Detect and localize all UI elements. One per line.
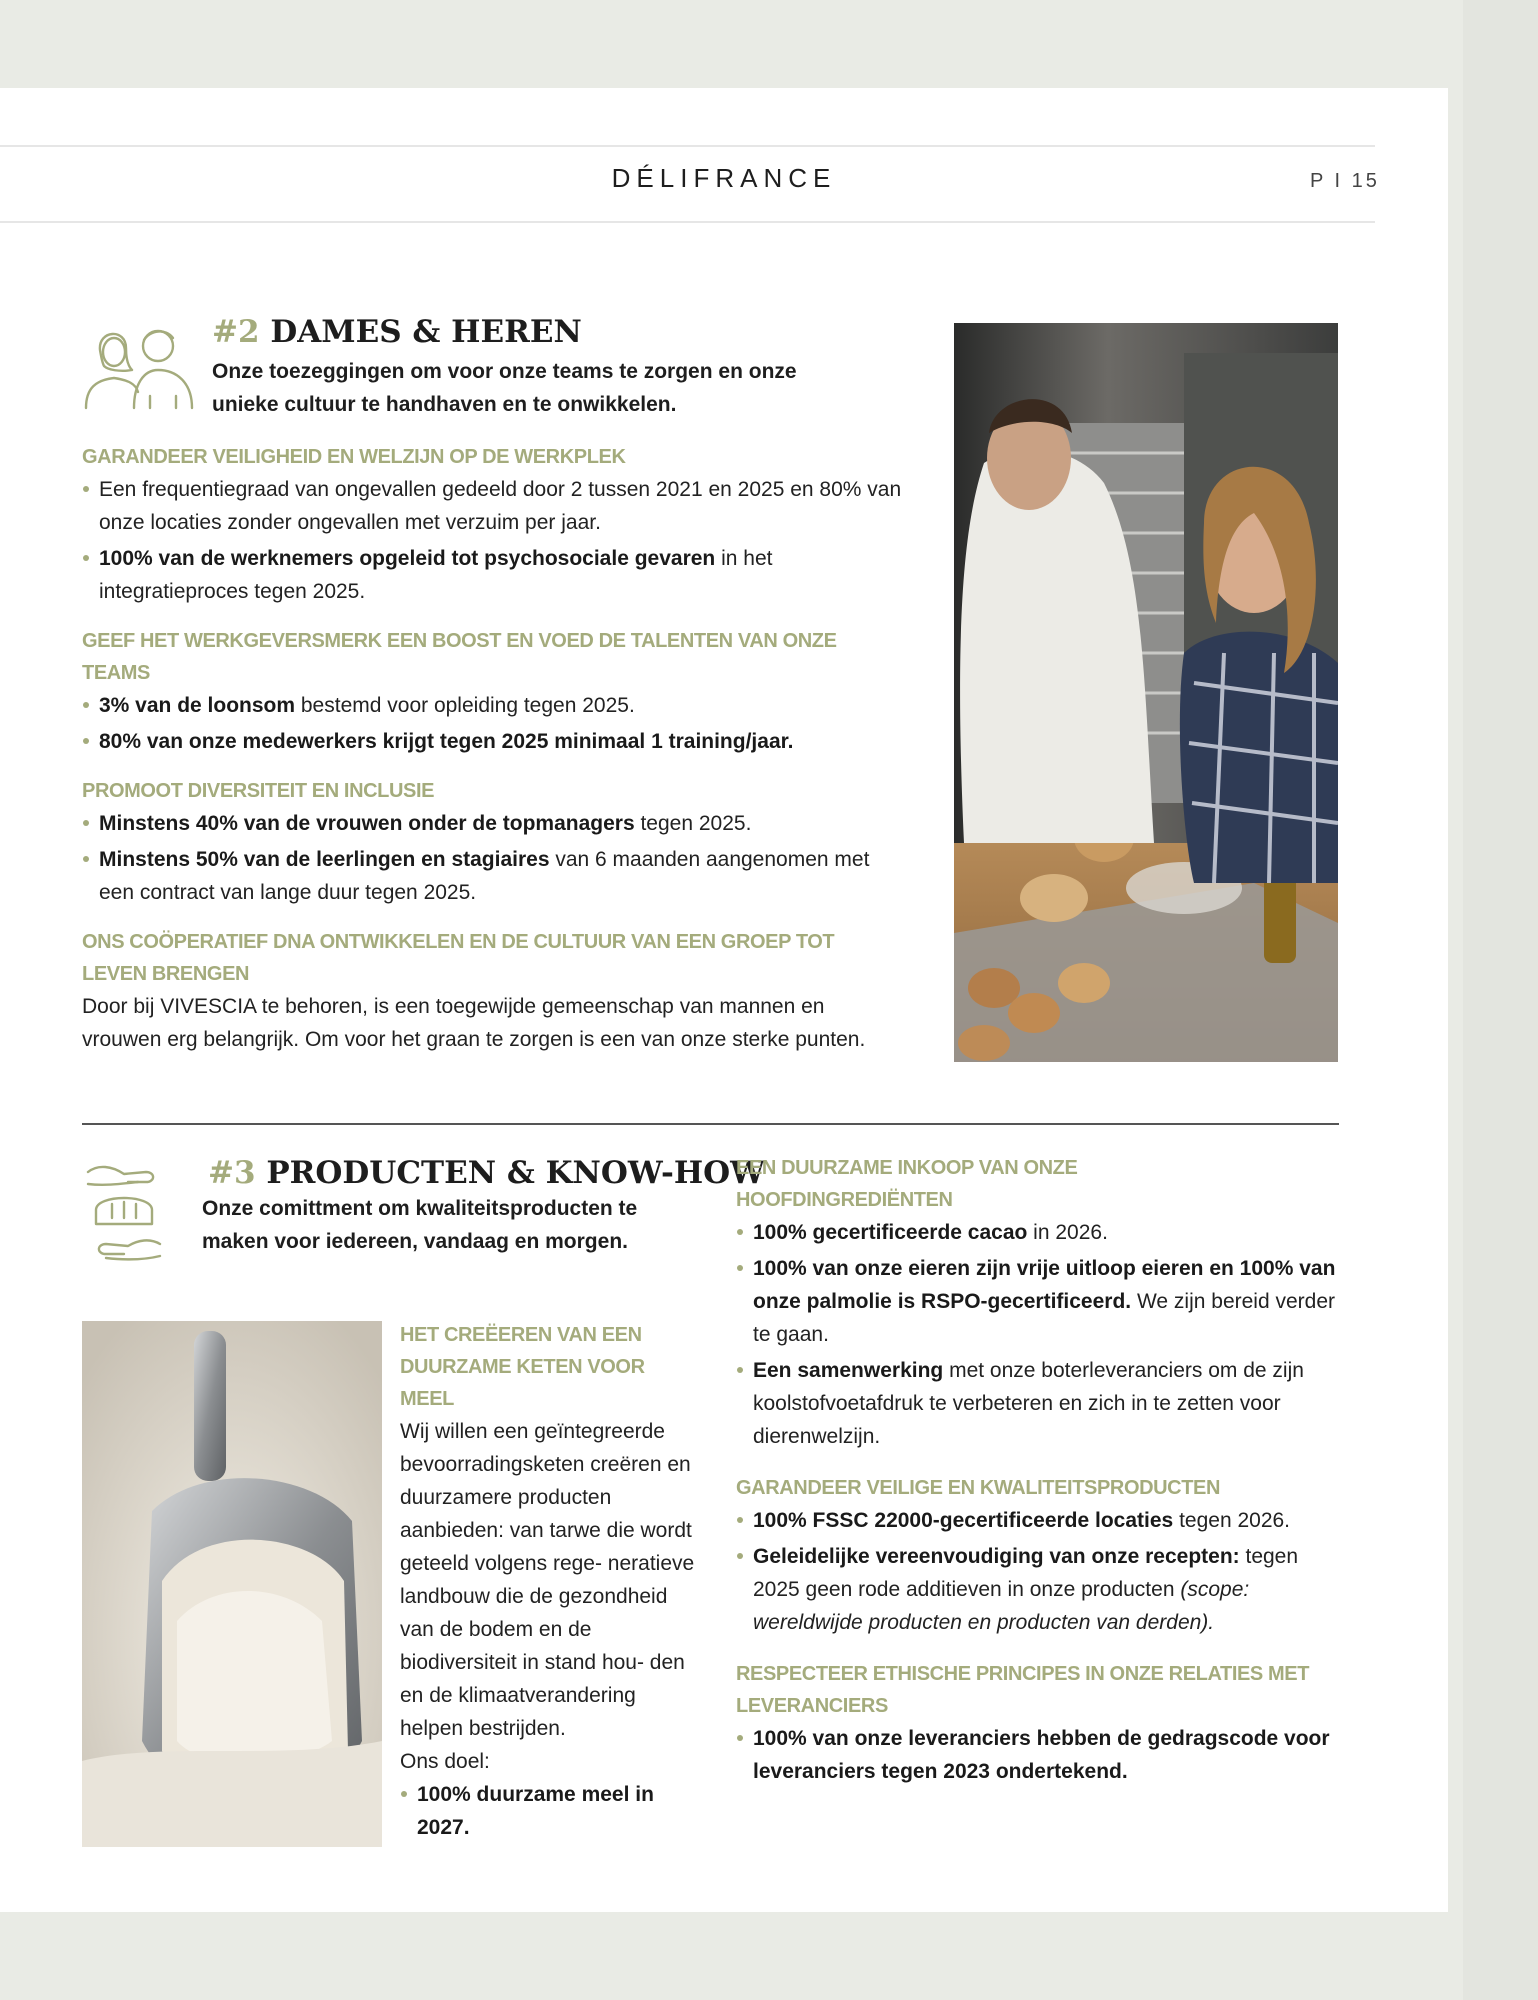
section3-heading-ethics: RESPECTEER ETHISCHE PRINCIPES IN ONZE RELATIES MET LEVERANCIERS bbox=[736, 1663, 1310, 1717]
header-bottom-rule bbox=[0, 221, 1375, 223]
list-item bbox=[736, 1504, 1346, 1537]
bullet-bold: 3% van de loonsom bbox=[99, 694, 296, 717]
list-item bbox=[82, 843, 902, 909]
section3-list-quality bbox=[736, 1504, 1346, 1639]
bullet-bold: 100% gecertificeerde cacao bbox=[753, 1221, 1028, 1244]
hands-bread-icon bbox=[84, 1158, 164, 1266]
bullet-text: in 2026. bbox=[1027, 1221, 1108, 1244]
bullet-text: tegen 2025. bbox=[634, 812, 752, 835]
list-item bbox=[82, 689, 902, 722]
section2-title-text: DAMES & HEREN bbox=[270, 314, 582, 350]
section2-list-safety bbox=[82, 473, 902, 608]
list-item bbox=[736, 1252, 1346, 1351]
bullet-bold: Een samenwerking bbox=[753, 1359, 944, 1382]
bullet-bold: Geleidelijke vereenvoudiging van onze recepten: bbox=[753, 1545, 1240, 1568]
list-item bbox=[736, 1722, 1346, 1788]
section3-title-text: PRODUCTEN & KNOW-HOW bbox=[266, 1155, 765, 1191]
bullet-text: tegen 2025 geen rode additieven in onze producten bbox=[753, 1545, 1299, 1601]
page-number: P I 15 bbox=[1310, 170, 1380, 192]
flour-photo bbox=[82, 1321, 382, 1847]
section3-title bbox=[208, 1155, 765, 1191]
section2-paragraph-dna: Door bij VIVESCIA te behoren, is een toegewijde gemeenschap van mannen en vrouwen erg belangrijk. Om voor het graan te zorgen is een van onze sterke punten. bbox=[82, 995, 866, 1051]
list-item bbox=[82, 807, 902, 840]
bakery-photo bbox=[954, 323, 1338, 1062]
bullet-bold: 100% van onze eieren zijn vrije uitloop eieren en 100% van onze palmolie is RSPO-gecertificeerd. bbox=[753, 1257, 1336, 1313]
list-item bbox=[82, 542, 902, 608]
section2-heading-safety: GARANDEER VEILIGHEID EN WELZIJN OP DE WERKPLEK bbox=[82, 446, 626, 468]
section3-heading-quality: GARANDEER VEILIGE EN KWALITEITSPRODUCTEN bbox=[736, 1477, 1221, 1499]
section3-intro: Onze comittment om kwaliteitsproducten te maken voor iedereen, vandaag en morgen. bbox=[202, 1197, 638, 1253]
bullet-bold: 100% van de werknemers opgeleid tot psychosociale gevaren bbox=[99, 547, 716, 570]
bullet-bold: 100% duurzame meel in 2027. bbox=[417, 1783, 654, 1839]
bullet-text: bestemd voor opleiding tegen 2025. bbox=[295, 694, 635, 717]
bullet-text: in het integratieproces tegen 2025. bbox=[99, 547, 773, 603]
bullet-bold: 100% FSSC 22000-gecertificeerde locaties bbox=[753, 1509, 1174, 1532]
section3-list-ethics bbox=[736, 1722, 1346, 1788]
section2-list-employer bbox=[82, 689, 902, 758]
bullet-text: tegen 2026. bbox=[1173, 1509, 1291, 1532]
bullet-text: van 6 maanden aangenomen met een contract van lange duur tegen 2025. bbox=[99, 848, 870, 904]
section2-body bbox=[82, 441, 902, 1056]
section2-heading-employer: GEEF HET WERKGEVERSMERK EEN BOOST EN VOED DE TALENTEN VAN ONZE TEAMS bbox=[82, 630, 837, 684]
page-edge bbox=[1463, 0, 1538, 2000]
section2-heading-dna: ONS COÖPERATIEF DNA ONTWIKKELEN EN DE CULTUUR VAN EEN GROEP TOT LEVEN BRENGEN bbox=[82, 931, 835, 985]
list-item bbox=[82, 473, 902, 539]
section2-intro: Onze toezeggingen om voor onze teams te zorgen en onze unieke cultuur te handhaven en te onwikkelen. bbox=[212, 360, 797, 416]
bullet-bold: 100% van onze leveranciers hebben de gedragscode voor leveranciers tegen 2023 ondertekend. bbox=[753, 1727, 1330, 1783]
bullet-text: met onze boterleveranciers om de zijn koolstofvoetafdruk te verbeteren en zich in te zetten voor dierenwelzijn. bbox=[753, 1359, 1304, 1448]
bullet-bold: Minstens 40% van de vrouwen onder de topmanagers bbox=[99, 812, 635, 835]
list-item bbox=[736, 1216, 1346, 1249]
list-item bbox=[400, 1778, 660, 1844]
section2-number: #2 bbox=[212, 314, 260, 350]
brand-logo: DÉLIFRANCE bbox=[611, 163, 837, 193]
list-item bbox=[736, 1354, 1346, 1453]
list-item bbox=[736, 1540, 1346, 1639]
section3-list-sourcing bbox=[736, 1216, 1346, 1453]
people-icon bbox=[80, 318, 198, 410]
section3-right-column bbox=[736, 1152, 1346, 1791]
section2-title bbox=[212, 314, 582, 350]
section-divider bbox=[82, 1123, 1339, 1125]
section3-list-chain bbox=[400, 1778, 660, 1844]
section3-goal-label: Ons doel: bbox=[400, 1750, 490, 1773]
section2-list-diversity bbox=[82, 807, 902, 909]
bullet-italic: (scope: wereldwijde producten en producten van derden). bbox=[753, 1578, 1250, 1634]
section3-heading-chain: HET CREËEREN VAN EEN DUURZAME KETEN VOOR MEEL bbox=[400, 1324, 645, 1410]
section3-chain bbox=[400, 1319, 700, 1847]
header-top-rule bbox=[0, 145, 1375, 147]
bullet-bold: 80% van onze medewerkers krijgt tegen 2025 minimaal 1 training/jaar. bbox=[99, 730, 794, 753]
bullet-bold: Minstens 50% van de leerlingen en stagiaires bbox=[99, 848, 550, 871]
bullet-text: We zijn bereid verder te gaan. bbox=[753, 1290, 1335, 1346]
bullet-text: Een frequentiegraad van ongevallen gedeeld door 2 tussen 2021 en 2025 en 80% van onze locaties zonder ongevallen met verzuim per jaar. bbox=[99, 478, 902, 534]
section2-heading-diversity: PROMOOT DIVERSITEIT EN INCLUSIE bbox=[82, 780, 435, 802]
section3-number: #3 bbox=[208, 1155, 256, 1191]
section3-heading-sourcing: EEN DUURZAME INKOOP VAN ONZE HOOFDINGREDIËNTEN bbox=[736, 1157, 1078, 1211]
list-item bbox=[82, 725, 902, 758]
section3-paragraph-chain: Wij willen een geïntegreerde bevoorradingsketen creëren en duurzamere producten aanbieden: van tarwe die wordt geteeld volgens rege- neratieve landbouw die de gezondheid van de bodem en de biodiversiteit in stand hou- den en de klimaatverandering helpen bestrijden. bbox=[400, 1420, 695, 1740]
